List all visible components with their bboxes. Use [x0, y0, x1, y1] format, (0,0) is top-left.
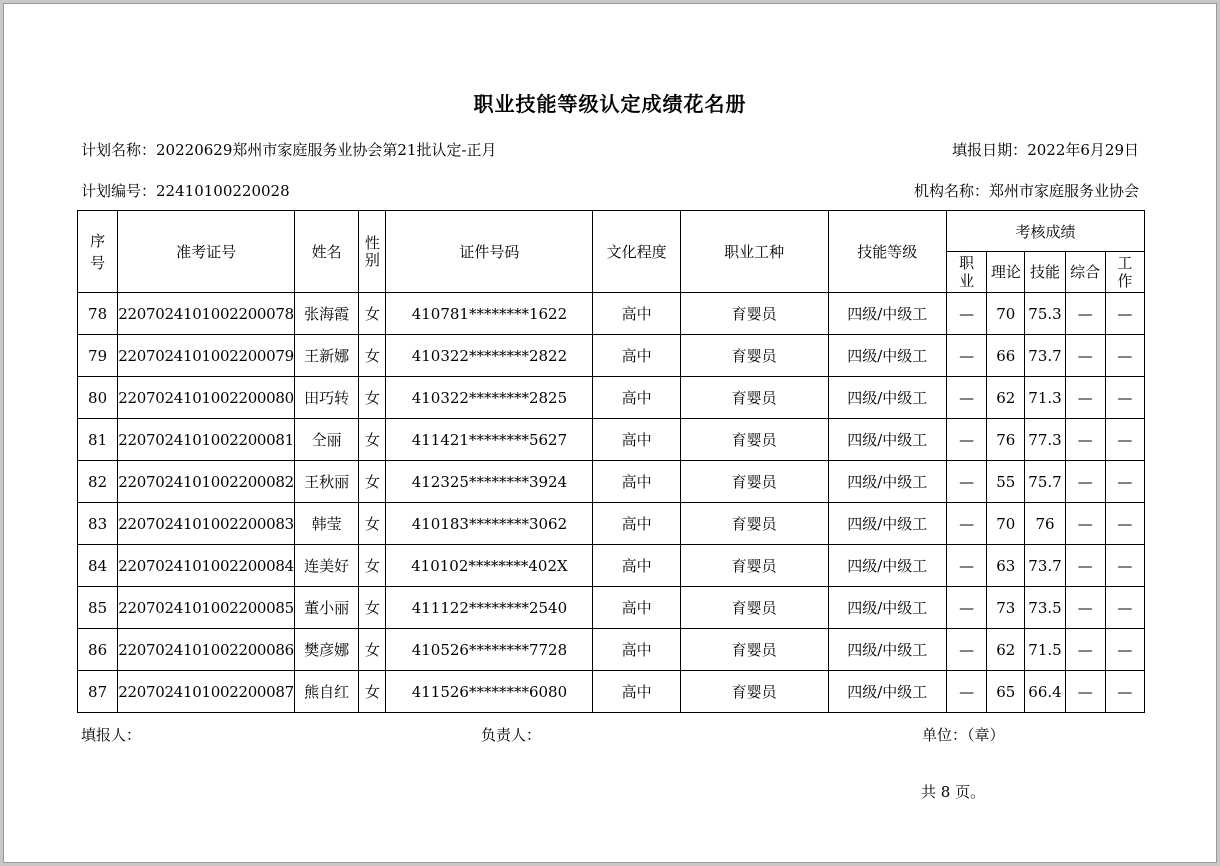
name-cell: 熊自红: [295, 671, 359, 713]
skill-score-cell: 71.5: [1025, 629, 1065, 671]
table-row: [78, 587, 1145, 629]
name-cell: 连美好: [295, 545, 359, 587]
ticket-number-cell: 2207024101002200087: [118, 671, 295, 713]
ticket-number-cell: 2207024101002200086: [118, 629, 295, 671]
theory-score-cell: 62: [987, 377, 1025, 419]
level-cell: 四级/中级工: [828, 629, 947, 671]
name-cell: 田巧转: [295, 377, 359, 419]
theory-score-cell: 76: [987, 419, 1025, 461]
theory-score-cell: 70: [987, 503, 1025, 545]
occupation-score-cell: —: [947, 335, 987, 377]
level-cell: 四级/中级工: [828, 461, 947, 503]
organization-value: 郑州市家庭服务业协会: [988, 182, 1139, 200]
level-cell: 四级/中级工: [828, 503, 947, 545]
plan-number: [81, 180, 290, 201]
gender-cell: 女: [359, 377, 386, 419]
job-cell: 育婴员: [680, 587, 828, 629]
theory-score-cell: 63: [987, 545, 1025, 587]
education-cell: 高中: [593, 671, 680, 713]
name-cell: 董小丽: [295, 587, 359, 629]
gender-cell: 女: [359, 293, 386, 335]
table-row: [78, 545, 1145, 587]
unit-label: 单位：（章）: [922, 726, 1005, 744]
occupation-score-cell: —: [947, 545, 987, 587]
job-cell: 育婴员: [680, 671, 828, 713]
job-cell: 育婴员: [680, 629, 828, 671]
job-cell: 育婴员: [680, 419, 828, 461]
seq-cell: 84: [78, 545, 118, 587]
name-cell: 王新娜: [295, 335, 359, 377]
header-work: 工 作: [1105, 252, 1144, 293]
name-cell: 王秋丽: [295, 461, 359, 503]
ticket-number-cell: 2207024101002200085: [118, 587, 295, 629]
education-cell: 高中: [593, 461, 680, 503]
gender-cell: 女: [359, 335, 386, 377]
gender-cell: 女: [359, 671, 386, 713]
seq-cell: 82: [78, 461, 118, 503]
occupation-score-cell: —: [947, 293, 987, 335]
header-scores: 考核成绩: [947, 211, 1145, 252]
ticket-number-cell: 2207024101002200083: [118, 503, 295, 545]
table-row: [78, 335, 1145, 377]
table-row: [78, 419, 1145, 461]
header-theory: 理论: [987, 252, 1025, 293]
ticket-number-cell: 2207024101002200084: [118, 545, 295, 587]
id-number-cell: 410102********402X: [386, 545, 593, 587]
education-cell: 高中: [593, 419, 680, 461]
id-number-cell: 410322********2825: [386, 377, 593, 419]
seq-cell: 81: [78, 419, 118, 461]
gender-cell: 女: [359, 461, 386, 503]
education-cell: 高中: [593, 629, 680, 671]
skill-score-cell: 73.7: [1025, 335, 1065, 377]
education-cell: 高中: [593, 293, 680, 335]
level-cell: 四级/中级工: [828, 671, 947, 713]
level-cell: 四级/中级工: [828, 545, 947, 587]
header-level: 技能等级: [828, 211, 947, 293]
skill-score-cell: 75.3: [1025, 293, 1065, 335]
header-skill: 技能: [1025, 252, 1065, 293]
id-number-cell: 412325********3924: [386, 461, 593, 503]
overall-score-cell: —: [1065, 545, 1105, 587]
job-cell: 育婴员: [680, 377, 828, 419]
header-overall: 综合: [1065, 252, 1105, 293]
overall-score-cell: —: [1065, 503, 1105, 545]
theory-score-cell: 65: [987, 671, 1025, 713]
occupation-score-cell: —: [947, 419, 987, 461]
header-job: 职业工种: [680, 211, 828, 293]
skill-score-cell: 66.4: [1025, 671, 1065, 713]
skill-score-cell: 73.7: [1025, 545, 1065, 587]
work-score-cell: —: [1105, 377, 1144, 419]
fill-date: [952, 139, 1139, 160]
name-cell: 张海霞: [295, 293, 359, 335]
theory-score-cell: 55: [987, 461, 1025, 503]
level-cell: 四级/中级工: [828, 293, 947, 335]
table-row: [78, 293, 1145, 335]
gender-cell: 女: [359, 587, 386, 629]
seq-cell: 80: [78, 377, 118, 419]
page-title: 职业技能等级认定成绩花名册: [473, 92, 747, 116]
job-cell: 育婴员: [680, 335, 828, 377]
work-score-cell: —: [1105, 293, 1144, 335]
id-number-cell: 410322********2822: [386, 335, 593, 377]
name-cell: 韩莹: [295, 503, 359, 545]
table-row: [78, 671, 1145, 713]
overall-score-cell: —: [1065, 335, 1105, 377]
header-seq: 序 号: [78, 211, 118, 293]
id-number-cell: 411526********6080: [386, 671, 593, 713]
skill-score-cell: 77.3: [1025, 419, 1065, 461]
work-score-cell: —: [1105, 629, 1144, 671]
id-number-cell: 410781********1622: [386, 293, 593, 335]
id-number-cell: 410526********7728: [386, 629, 593, 671]
occupation-score-cell: —: [947, 629, 987, 671]
organization: [914, 180, 1139, 201]
overall-score-cell: —: [1065, 419, 1105, 461]
level-cell: 四级/中级工: [828, 335, 947, 377]
id-number-cell: 411122********2540: [386, 587, 593, 629]
work-score-cell: —: [1105, 503, 1144, 545]
education-cell: 高中: [593, 587, 680, 629]
id-number-cell: 411421********5627: [386, 419, 593, 461]
ticket-number-cell: 2207024101002200082: [118, 461, 295, 503]
theory-score-cell: 70: [987, 293, 1025, 335]
plan-number-label: 计划编号：: [81, 182, 157, 200]
header-occupation: 职 业: [947, 252, 987, 293]
theory-score-cell: 73: [987, 587, 1025, 629]
document-page: [3, 3, 1217, 863]
occupation-score-cell: —: [947, 587, 987, 629]
seq-cell: 78: [78, 293, 118, 335]
theory-score-cell: 66: [987, 335, 1025, 377]
id-number-cell: 410183********3062: [386, 503, 593, 545]
education-cell: 高中: [593, 545, 680, 587]
education-cell: 高中: [593, 335, 680, 377]
gender-cell: 女: [359, 629, 386, 671]
name-cell: 仝丽: [295, 419, 359, 461]
work-score-cell: —: [1105, 587, 1144, 629]
education-cell: 高中: [593, 503, 680, 545]
filler-label: 填报人：: [81, 726, 142, 744]
table-row: [78, 503, 1145, 545]
job-cell: 育婴员: [680, 503, 828, 545]
level-cell: 四级/中级工: [828, 587, 947, 629]
gender-cell: 女: [359, 419, 386, 461]
occupation-score-cell: —: [947, 671, 987, 713]
overall-score-cell: —: [1065, 629, 1105, 671]
fill-date-value: 2022年6月29日: [1027, 141, 1139, 159]
overall-score-cell: —: [1065, 671, 1105, 713]
ticket-number-cell: 2207024101002200079: [118, 335, 295, 377]
level-cell: 四级/中级工: [828, 377, 947, 419]
table-row: [78, 461, 1145, 503]
header-id: 证件号码: [386, 211, 593, 293]
level-cell: 四级/中级工: [828, 419, 947, 461]
education-cell: 高中: [593, 377, 680, 419]
work-score-cell: —: [1105, 545, 1144, 587]
overall-score-cell: —: [1065, 377, 1105, 419]
table-row: [78, 629, 1145, 671]
gender-cell: 女: [359, 545, 386, 587]
gender-cell: 女: [359, 503, 386, 545]
table-row: [78, 377, 1145, 419]
overall-score-cell: —: [1065, 293, 1105, 335]
header-name: 姓名: [295, 211, 359, 293]
theory-score-cell: 62: [987, 629, 1025, 671]
work-score-cell: —: [1105, 419, 1144, 461]
occupation-score-cell: —: [947, 377, 987, 419]
ticket-number-cell: 2207024101002200081: [118, 419, 295, 461]
name-cell: 樊彦娜: [295, 629, 359, 671]
job-cell: 育婴员: [680, 461, 828, 503]
plan-name-label: 计划名称：: [81, 141, 157, 159]
seq-cell: 79: [78, 335, 118, 377]
plan-name: [81, 139, 497, 160]
overall-score-cell: —: [1065, 587, 1105, 629]
page-count: 共 8 页。: [921, 783, 986, 801]
header-ticket: 准考证号: [118, 211, 295, 293]
overall-score-cell: —: [1065, 461, 1105, 503]
seq-cell: 83: [78, 503, 118, 545]
skill-score-cell: 75.7: [1025, 461, 1065, 503]
organization-label: 机构名称：: [913, 182, 989, 200]
plan-name-value: 20220629郑州市家庭服务业协会第21批认定-正月: [156, 141, 497, 159]
seq-cell: 87: [78, 671, 118, 713]
ticket-number-cell: 2207024101002200080: [118, 377, 295, 419]
job-cell: 育婴员: [680, 293, 828, 335]
occupation-score-cell: —: [947, 461, 987, 503]
ticket-number-cell: 2207024101002200078: [118, 293, 295, 335]
skill-score-cell: 71.3: [1025, 377, 1065, 419]
seq-cell: 85: [78, 587, 118, 629]
skill-score-cell: 73.5: [1025, 587, 1065, 629]
work-score-cell: —: [1105, 671, 1144, 713]
responsible-label: 负责人：: [481, 726, 542, 744]
seq-cell: 86: [78, 629, 118, 671]
header-education: 文化程度: [593, 211, 680, 293]
work-score-cell: —: [1105, 335, 1144, 377]
work-score-cell: —: [1105, 461, 1144, 503]
plan-number-value: 22410100220028: [156, 182, 290, 200]
skill-score-cell: 76: [1025, 503, 1065, 545]
occupation-score-cell: —: [947, 503, 987, 545]
job-cell: 育婴员: [680, 545, 828, 587]
score-roster-table: [77, 210, 1145, 713]
fill-date-label: 填报日期：: [952, 141, 1028, 159]
header-gender: 性 别: [359, 211, 386, 293]
